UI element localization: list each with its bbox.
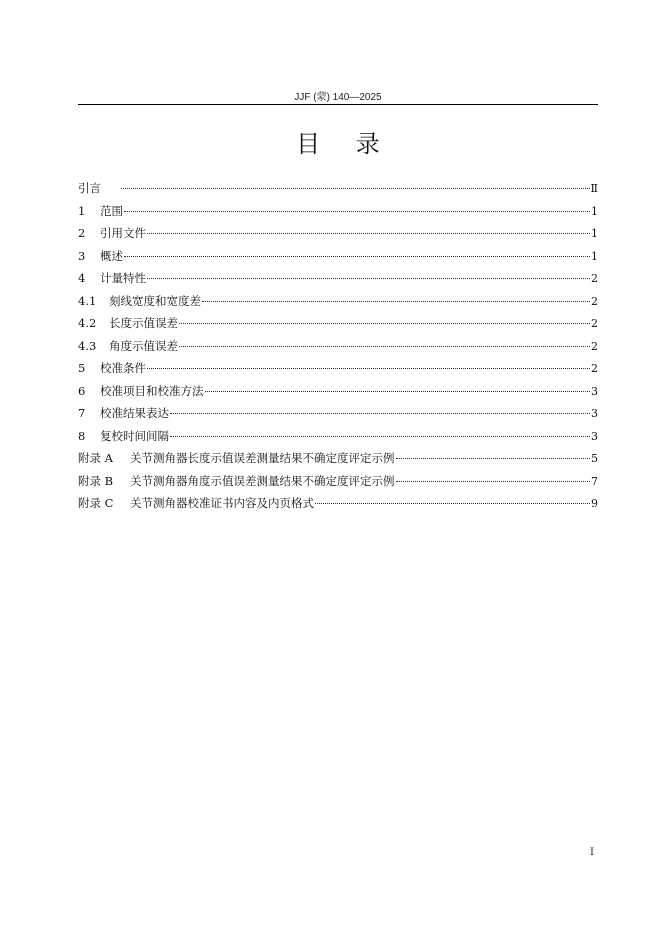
toc-entry-page: 3 [591,429,598,443]
toc-entry-number: 7 [78,406,86,420]
toc-entry-7[interactable] [78,402,598,425]
toc-dot-leader [147,368,590,369]
toc-entry-title: 校准条件 [100,361,146,375]
toc-dot-leader [396,458,591,459]
toc-dot-leader [124,256,590,257]
toc-dot-leader [396,481,591,482]
toc-entry-title: 校准结果表达 [100,406,169,420]
header-rule [78,104,598,105]
toc-dot-leader [147,278,590,279]
toc-entry-number: 4.1 [78,293,97,308]
toc-entry-number: 8 [78,428,86,443]
toc-entry-title: 关节测角器长度示值误差测量结果不确定度评定示例 [130,451,395,465]
toc-entry-page: Ⅱ [590,182,598,195]
toc-entry-title: 范围 [100,203,123,218]
toc-dot-leader [179,346,590,347]
toc-entry-page: 9 [591,497,598,510]
toc-entry-number: 2 [78,226,86,240]
toc-entry-number: 附录 A [78,451,113,465]
toc-entry-page: 1 [591,227,598,240]
toc-entry-title: 角度示值误差 [109,338,178,353]
running-header: JJF (蒙) 140—2025 [294,92,382,103]
toc-entry-page: 2 [591,362,598,375]
toc-entry-1[interactable] [78,200,598,223]
toc-entry-title: 复校时间间隔 [100,428,169,443]
page-title: 目 录 [296,130,394,158]
page-number: I [590,847,594,858]
toc-entry-appendix-a[interactable] [78,447,598,470]
toc-entry-page: 2 [591,339,598,353]
toc-dot-leader [170,436,590,437]
toc-entry-number: 4.2 [78,316,97,330]
toc-entry-page: 2 [591,317,598,330]
toc-entry-title: 概述 [100,248,123,263]
toc-entry-title: 刻线宽度和宽度差 [109,293,201,308]
toc-entry-number: 4 [78,271,86,285]
toc-entry-page: 7 [591,474,598,488]
toc-entry-4-3[interactable] [78,335,598,358]
toc-entry-number: 1 [78,203,86,218]
toc-entry-page: 1 [591,204,598,218]
toc-dot-leader [315,503,590,504]
table-of-contents [78,177,598,515]
toc-entry-4-1[interactable] [78,290,598,313]
toc-dot-leader [147,233,590,234]
toc-entry-title: 计量特性 [100,271,146,285]
toc-entry-title: 关节测角器校准证书内容及内页格式 [130,496,314,510]
toc-entry-number: 3 [78,248,86,263]
toc-entry-title: 长度示值误差 [109,316,178,330]
toc-entry-title: 关节测角器角度示值误差测量结果不确定度评定示例 [130,473,395,488]
toc-dot-leader [170,413,590,414]
toc-entry-5[interactable] [78,357,598,380]
toc-entry-appendix-c[interactable] [78,492,598,515]
toc-entry-number: 附录 C [78,496,114,510]
toc-dot-leader [124,211,590,212]
toc-entry-title: 引用文件 [100,226,146,240]
toc-entry-4-2[interactable] [78,312,598,335]
toc-entry-8[interactable] [78,425,598,448]
toc-dot-leader [202,301,590,302]
toc-entry-4[interactable] [78,267,598,290]
toc-entry-foreword[interactable] [78,177,598,200]
toc-entry-number: 5 [78,361,86,375]
toc-entry-page: 2 [591,272,598,285]
toc-entry-page: 3 [591,407,598,420]
toc-entry-number: 4.3 [78,338,97,353]
toc-entry-appendix-b[interactable] [78,470,598,493]
toc-dot-leader [179,323,590,324]
toc-entry-number: 附录 B [78,473,114,488]
toc-entry-page: 1 [591,249,598,263]
toc-entry-page: 5 [591,452,598,465]
toc-entry-page: 3 [591,384,598,398]
toc-dot-leader [205,391,591,392]
toc-entry-page: 2 [591,294,598,308]
toc-dot-leader [121,188,590,189]
toc-entry-number: 6 [78,383,86,398]
toc-entry-3[interactable] [78,245,598,268]
toc-entry-title: 校准项目和校准方法 [100,383,204,398]
toc-entry-2[interactable] [78,222,598,245]
toc-entry-number: 引言 [78,181,101,195]
toc-entry-6[interactable] [78,380,598,403]
